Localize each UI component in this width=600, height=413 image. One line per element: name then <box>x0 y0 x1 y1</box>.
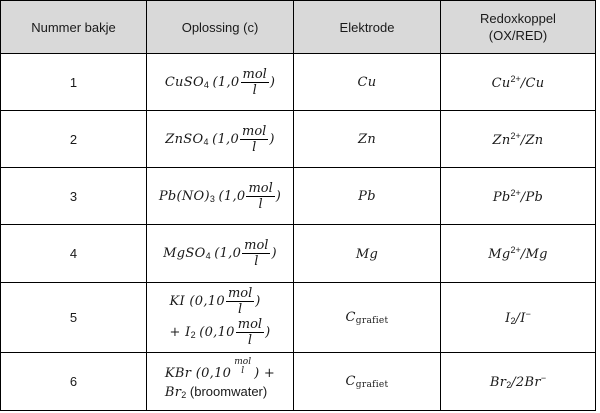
formula-part: CuSO <box>164 74 204 90</box>
redox-sup: − <box>525 308 531 319</box>
redox-sup: 2+ <box>510 187 521 198</box>
redox-sub: 2 <box>510 315 516 326</box>
cell-redoxkoppel <box>441 352 596 410</box>
cell-oplossing <box>147 168 294 225</box>
header-oplossing: Oplossing (c) <box>147 1 294 54</box>
fraction-den: l <box>252 139 257 155</box>
oplossing-formula <box>170 286 271 348</box>
redox-sup: 2+ <box>510 130 521 141</box>
fraction-den: l <box>258 196 263 212</box>
formula-part: (1,0 <box>212 131 240 147</box>
formula-part: (1,0 <box>214 245 242 261</box>
table-row-6 <box>1 352 596 410</box>
fraction-den: l <box>252 82 257 98</box>
cell-redoxkoppel <box>441 111 596 168</box>
fraction-den: l <box>247 333 252 349</box>
elektrode-sub: grafiet <box>355 315 389 326</box>
formula-part: (0,10 <box>199 325 235 341</box>
cell-oplossing <box>147 111 294 168</box>
formula-sub: 2 <box>181 390 187 401</box>
header-redox-line2: (OX/RED) <box>488 28 548 43</box>
formula-part: ZnSO <box>165 131 204 147</box>
formula-part: (1,0 <box>218 188 246 204</box>
formula-part: ) + <box>254 366 276 382</box>
fraction-den: l <box>241 366 245 377</box>
formula-part: MgSO <box>163 245 206 261</box>
table-row-1 <box>1 54 596 111</box>
redox-part: /Pb <box>520 189 544 205</box>
cell-redoxkoppel <box>441 282 596 352</box>
formula-part: ) <box>255 294 261 310</box>
fraction <box>241 67 269 98</box>
formula-sub: 3 <box>209 193 215 204</box>
fraction <box>240 124 268 155</box>
cell-elektrode <box>294 168 441 225</box>
redox-part: /Mg <box>520 247 548 263</box>
formula-part: ) <box>265 325 271 341</box>
cell-nummer: 4 <box>1 225 147 282</box>
formula-sub: 2 <box>190 330 196 341</box>
header-elektrode: Elektrode <box>294 1 441 54</box>
fraction-num: mol <box>242 123 267 139</box>
redox-sup: 2+ <box>510 245 521 256</box>
formula-part: + I <box>169 325 191 341</box>
fraction-num: mol <box>244 238 269 254</box>
elektrode-main: Pb <box>358 189 376 205</box>
cell-redoxkoppel <box>441 54 596 111</box>
elektrode-main: Zn <box>357 132 376 148</box>
fraction <box>226 286 254 317</box>
formula-part: Br <box>164 385 182 401</box>
redox-part: Zn <box>492 132 511 148</box>
formula-part: ) <box>269 131 275 147</box>
cell-nummer: 2 <box>1 111 147 168</box>
fraction-den: l <box>254 254 259 270</box>
fraction-num: mol <box>227 286 253 302</box>
fraction <box>236 317 264 348</box>
redox-sup: 2+ <box>510 73 521 84</box>
redox-part: /Cu <box>520 75 545 91</box>
header-nummer: Nummer bakje <box>1 1 147 54</box>
fraction-num: mol <box>237 317 263 333</box>
oplossing-formula <box>165 358 275 404</box>
fraction-num: mol <box>234 357 252 368</box>
redox-part: /I <box>515 310 526 326</box>
formula-sub: 4 <box>203 136 209 147</box>
redox-part: Mg <box>488 247 511 263</box>
cell-nummer: 6 <box>1 352 147 410</box>
cell-elektrode <box>294 225 441 282</box>
fraction <box>242 238 270 269</box>
cell-redoxkoppel <box>441 168 596 225</box>
elektrode-main: Mg <box>355 246 379 262</box>
header-row <box>1 1 596 54</box>
cell-elektrode <box>294 111 441 168</box>
cell-nummer: 3 <box>1 168 147 225</box>
cell-redoxkoppel <box>441 225 596 282</box>
table-row-4 <box>1 225 596 282</box>
elektrode-main: C <box>345 373 356 389</box>
cell-elektrode <box>294 282 441 352</box>
formula-sub: 4 <box>205 250 211 261</box>
redox-part: Br <box>489 374 507 390</box>
header-redoxkoppel <box>441 1 596 54</box>
formula-sub: 4 <box>203 79 209 90</box>
redox-sup: − <box>540 372 547 383</box>
table-row-2 <box>1 111 596 168</box>
formula-part: KBr (0,10 <box>164 366 232 382</box>
fraction <box>246 181 274 212</box>
formula-part: ) <box>275 188 282 204</box>
cell-elektrode <box>294 352 441 410</box>
fraction <box>232 358 253 376</box>
elektrode-main: C <box>345 309 356 325</box>
redox-part: Cu <box>491 75 511 91</box>
cell-oplossing <box>147 352 294 410</box>
redox-part: /2Br <box>511 374 541 390</box>
cell-elektrode <box>294 54 441 111</box>
header-redox-line1: Redoxkoppel <box>480 11 556 26</box>
redox-part: /Zn <box>520 132 544 148</box>
table-row-5 <box>1 282 596 352</box>
formula-part: ) <box>271 245 277 261</box>
formula-part: (1,0 <box>212 74 240 90</box>
cell-nummer: 1 <box>1 54 147 111</box>
cell-oplossing <box>147 282 294 352</box>
table-row-3 <box>1 168 596 225</box>
elektrode-sub: grafiet <box>355 379 389 390</box>
formula-part: Pb(NO) <box>158 188 210 204</box>
cell-oplossing <box>147 225 294 282</box>
redox-part: Pb <box>492 189 511 205</box>
formula-text: (broomwater) <box>189 384 268 400</box>
formula-part: KI (0,10 <box>169 294 225 310</box>
cell-oplossing <box>147 54 294 111</box>
redox-sub: 2 <box>506 379 512 390</box>
fraction-den: l <box>238 302 243 318</box>
elektrode-main: Cu <box>357 75 377 91</box>
fraction-num: mol <box>242 66 267 82</box>
cell-nummer: 5 <box>1 282 147 352</box>
fraction-num: mol <box>248 180 273 196</box>
formula-part: ) <box>269 74 276 90</box>
redox-part: I <box>505 310 511 326</box>
